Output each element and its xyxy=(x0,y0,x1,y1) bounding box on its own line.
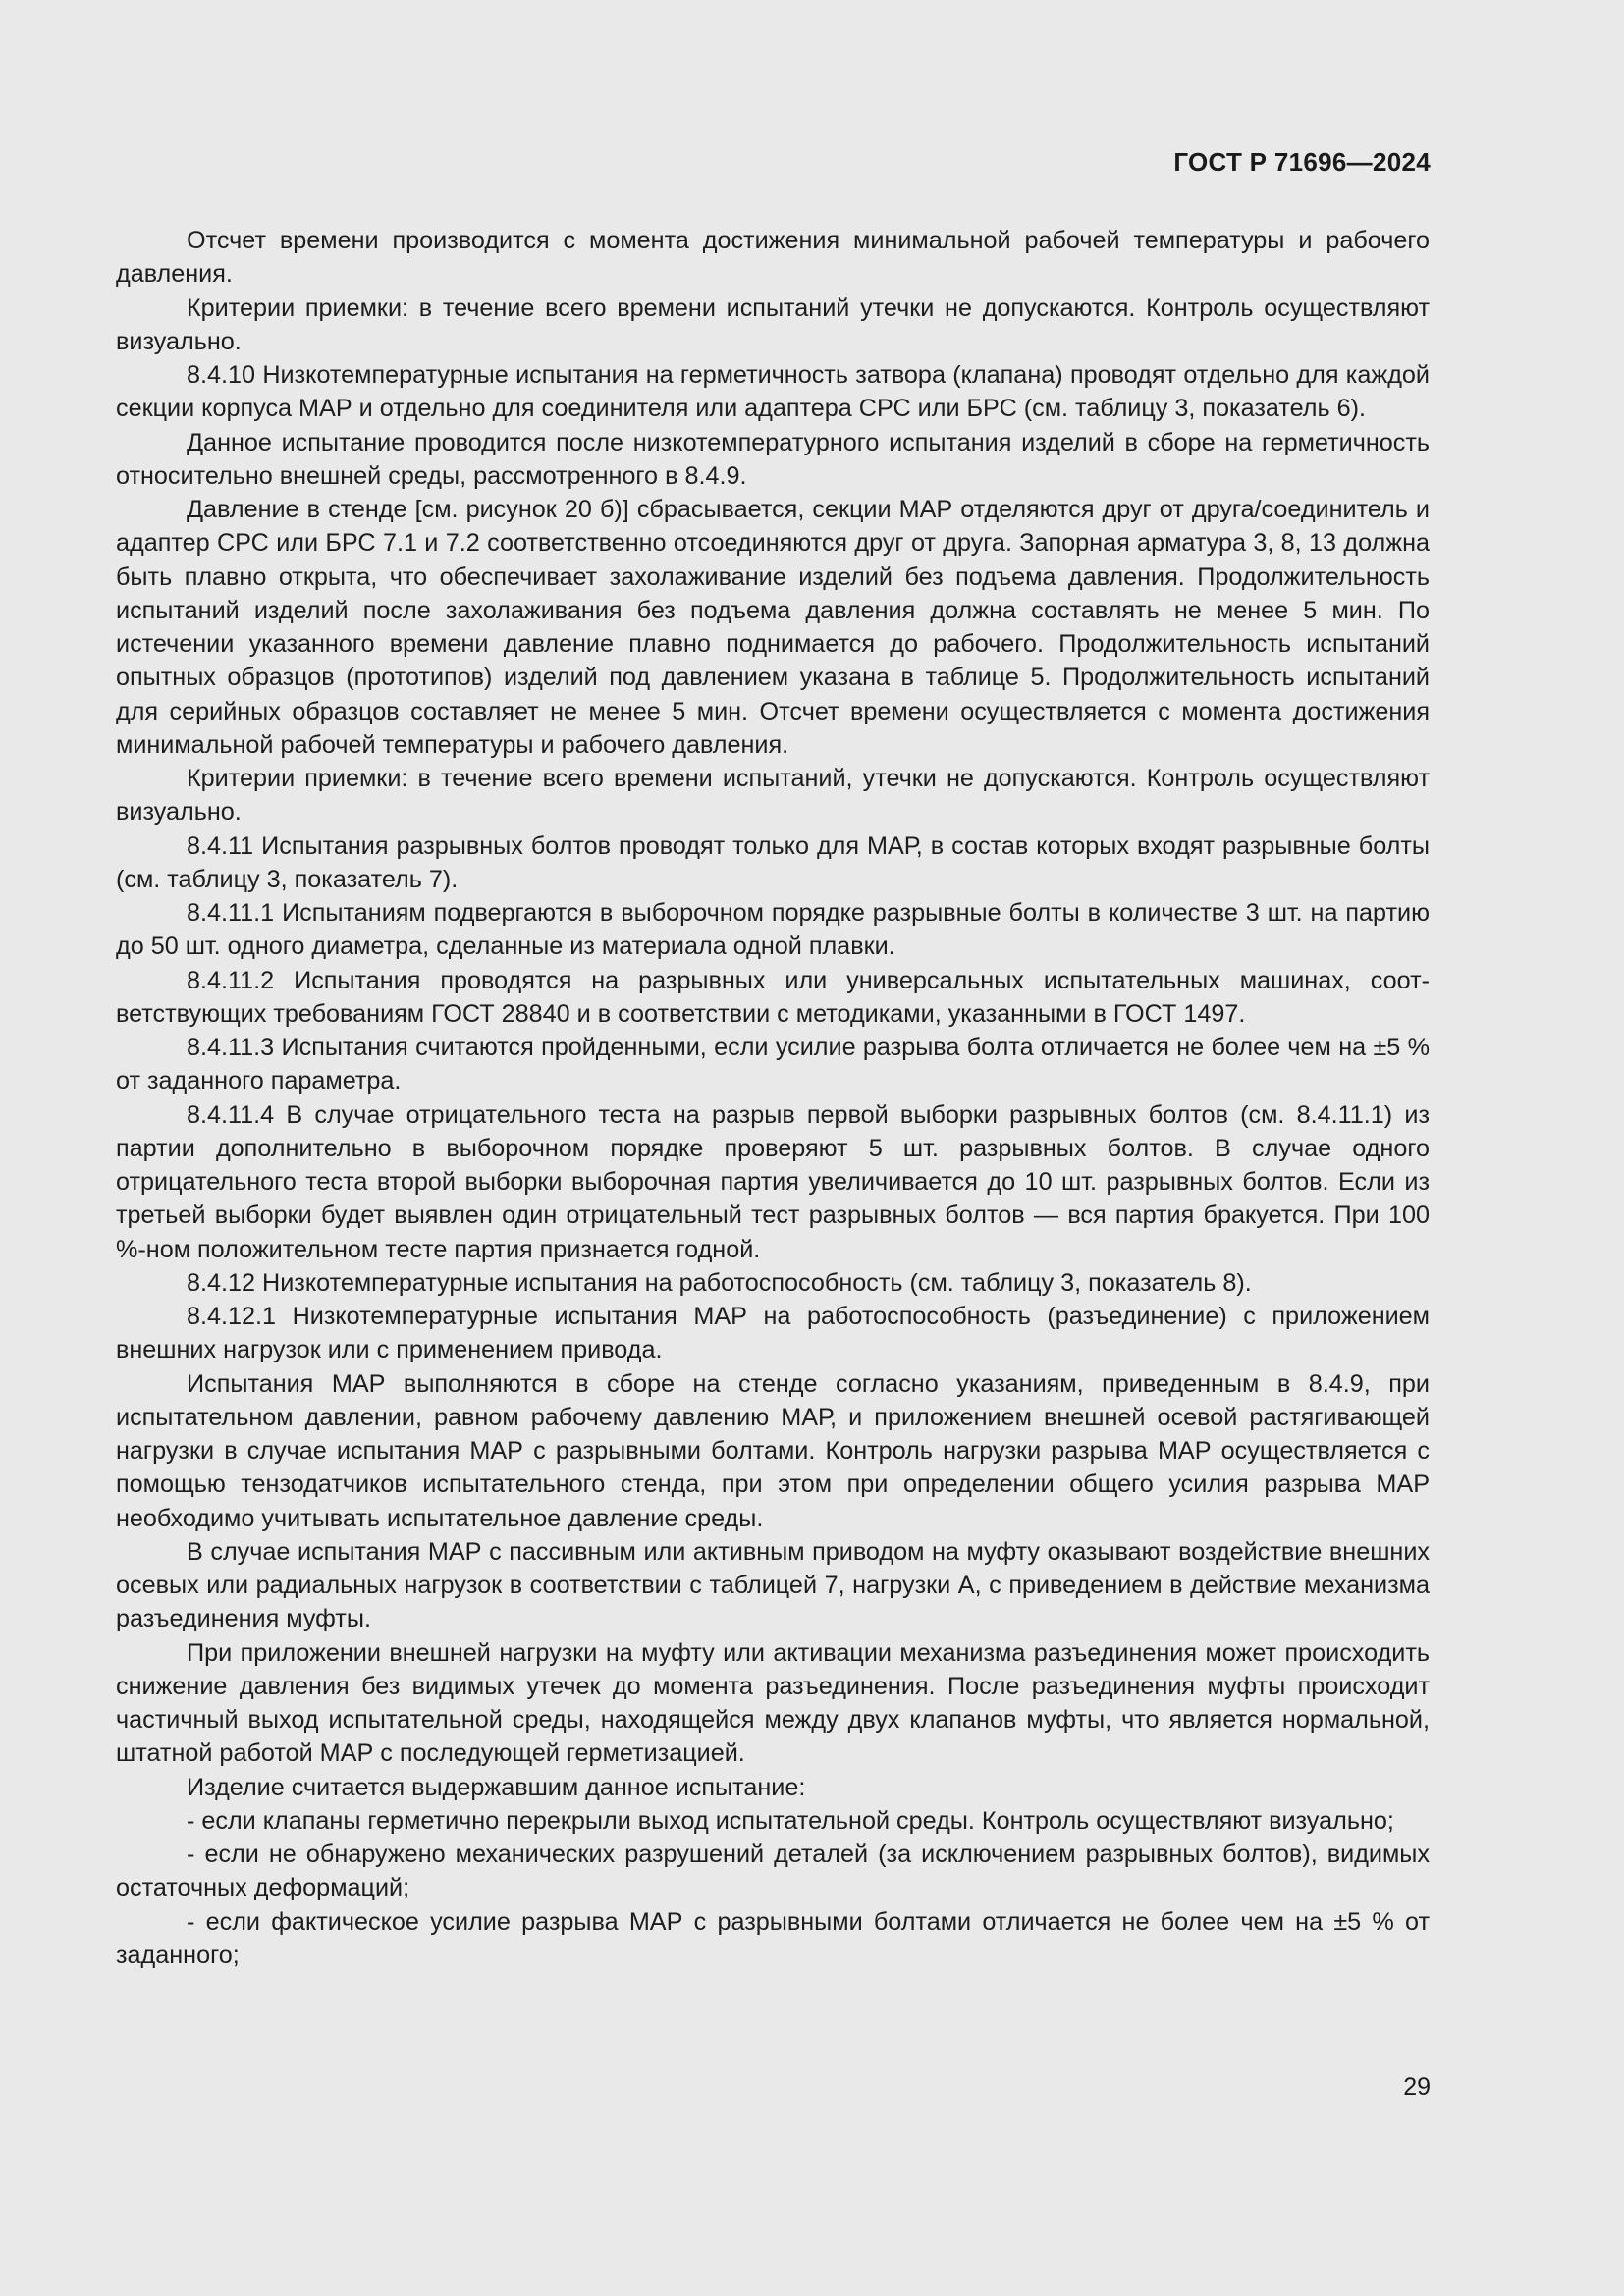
paragraph-test-order: Данное испытание проводится после низкотемпературного испытания изделий в сборе на герметичность относительно внешней среды, рассмотренного в 8.4.9. xyxy=(116,428,1430,490)
paragraph-pressure-release: Давление в стенде [см. рисунок 20 б)] сбрасывается, секции МАР отделяются друг от друга/соединитель и адаптер СРС или БРС 7.1 и 7.2 соответственно отсоединяются друг от друга. Запорная арматура 3, 8, 13 должна быть плавно открыта, что обеспечивает захолаживание изделий без подъема давления. Продолжительность испытаний изделий после захолаживания без подъема давления должна составлять не менее 5 мин. По истечении указанного времени давление плавно поднимается до рабочего. Продолжительность испытаний опытных образцов (прототипов) изделий под давлением указана в таблице 5. Продолжительность испытаний для серийных образцов составляет не менее 5 мин. Отсчет времени осуществляется с момента достижения минимальной рабочей температуры и рабочего давления. xyxy=(116,496,1430,759)
paragraph-8-4-12: 8.4.12 Низкотемпературные испытания на работоспособность (см. таблицу 3, показатель 8). xyxy=(187,1268,1252,1297)
paragraph-acceptance-criteria-2: Критерии приемки: в течение всего времени испытаний, утечки не допускаются. Контроль осуществляют визуально. xyxy=(116,765,1430,827)
list-item-breaking-force: - если фактическое усилие разрыва МАР с разрывными болтами отличается не более чем на ±5 % от заданного; xyxy=(116,1907,1430,1969)
paragraph-drive-test: В случае испытания МАР с пассивным или активным приводом на муфту оказывают воздействие внешних осевых или радиальных нагрузок в соответствии с таблицей 7, нагрузки А, с приведением в действие механизма разъединения муфты. xyxy=(116,1537,1430,1633)
paragraph-8-4-11-3: 8.4.11.3 Испытания считаются пройденными, если усилие разрыва болта отличается не более чем на ±5 % от заданного параметра. xyxy=(116,1034,1430,1095)
paragraph-pressure-drop: При приложении внешней нагрузки на муфту или активации механизма разъединения может происходить снижение давления без видимых утечек до момента разъединения. После разъединения муфты происходит частичный выход испытательной среды, находящейся между двух клапанов муфты, что является нормальной, штатной работой МАР с последующей герметизацией. xyxy=(116,1638,1430,1768)
page-number: 29 xyxy=(1403,2073,1431,2101)
paragraph-assembly-test: Испытания МАР выполняются в сборе на стенде согласно указаниям, приведенным в 8.4.9, при испытательном давлении, равном рабочему давлению МАР, и приложением внешней осевой растягивающей нагрузки в случае испытания МАР с разрывными болтами. Контроль нагрузки разрыва МАР осуществляется с помощью тензодатчиков испытательного стенда, при этом при определении общего усилия разрыва МАР необходимо учитывать испытательное давление среды. xyxy=(116,1369,1430,1532)
document-header: ГОСТ Р 71696—2024 xyxy=(1173,147,1431,177)
paragraph-8-4-11-2: 8.4.11.2 Испытания проводятся на разрывных или универсальных испытательных машинах, соответствующих требованиям ГОСТ 28840 и в соответствии с методиками, указанными в ГОСТ 1497. xyxy=(116,966,1430,1028)
paragraph-8-4-11-4: 8.4.11.4 В случае отрицательного теста на разрыв первой выборки разрывных болтов (см. 8.4.11.1) из партии дополнительно в выборочном порядке проверяют 5 шт. разрывных болтов. В случае одного отрицательного теста второй выборки выборочная партия увеличивается до 10 шт. разрывных болтов. Если из третьей выборки будет выявлен один отрицательный тест разрывных болтов — вся партия бракуется. При 100 %-ном положительном тесте партия признается годной. xyxy=(116,1100,1430,1263)
list-item-valves-sealed: - если клапаны герметично перекрыли выход испытательной среды. Контроль осуществляют визуально; xyxy=(187,1806,1394,1835)
paragraph-acceptance-criteria: Критерии приемки: в течение всего времени испытаний утечки не допускаются. Контроль осуществляют визуально. xyxy=(116,294,1430,355)
paragraph-pass-conditions: Изделие считается выдержавшим данное испытание: xyxy=(187,1773,806,1801)
paragraph-8-4-10: 8.4.10 Низкотемпературные испытания на герметичность затвора (клапана) проводят отдельно для каждой секции корпуса МАР и отдельно для соединителя или адаптера СРС или БРС (см. таблицу 3, показатель 6). xyxy=(116,361,1430,423)
paragraph-8-4-11: 8.4.11 Испытания разрывных болтов проводят только для МАР, в состав которых входят разрывные болты (см. таблицу 3, показатель 7). xyxy=(116,831,1430,893)
paragraph-time-count: Отсчет времени производится с момента достижения минимальной рабочей температуры и рабочего давления. xyxy=(116,227,1430,289)
list-item-no-damage: - если не обнаружено механических разрушений деталей (за исключением разрывных болтов), видимых остаточных деформаций; xyxy=(116,1841,1430,1902)
document-body xyxy=(116,224,1430,1972)
paragraph-8-4-11-1: 8.4.11.1 Испытаниям подвергаются в выборочном порядке разрывные болты в количестве 3 шт. на партию до 50 шт. одного диаметра, сделанные из материала одной плавки. xyxy=(116,899,1430,961)
paragraph-8-4-12-1: 8.4.12.1 Низкотемпературные испытания МАР на работоспособность (разъединение) с приложением внешних нагрузок или с применением привода. xyxy=(116,1303,1430,1364)
